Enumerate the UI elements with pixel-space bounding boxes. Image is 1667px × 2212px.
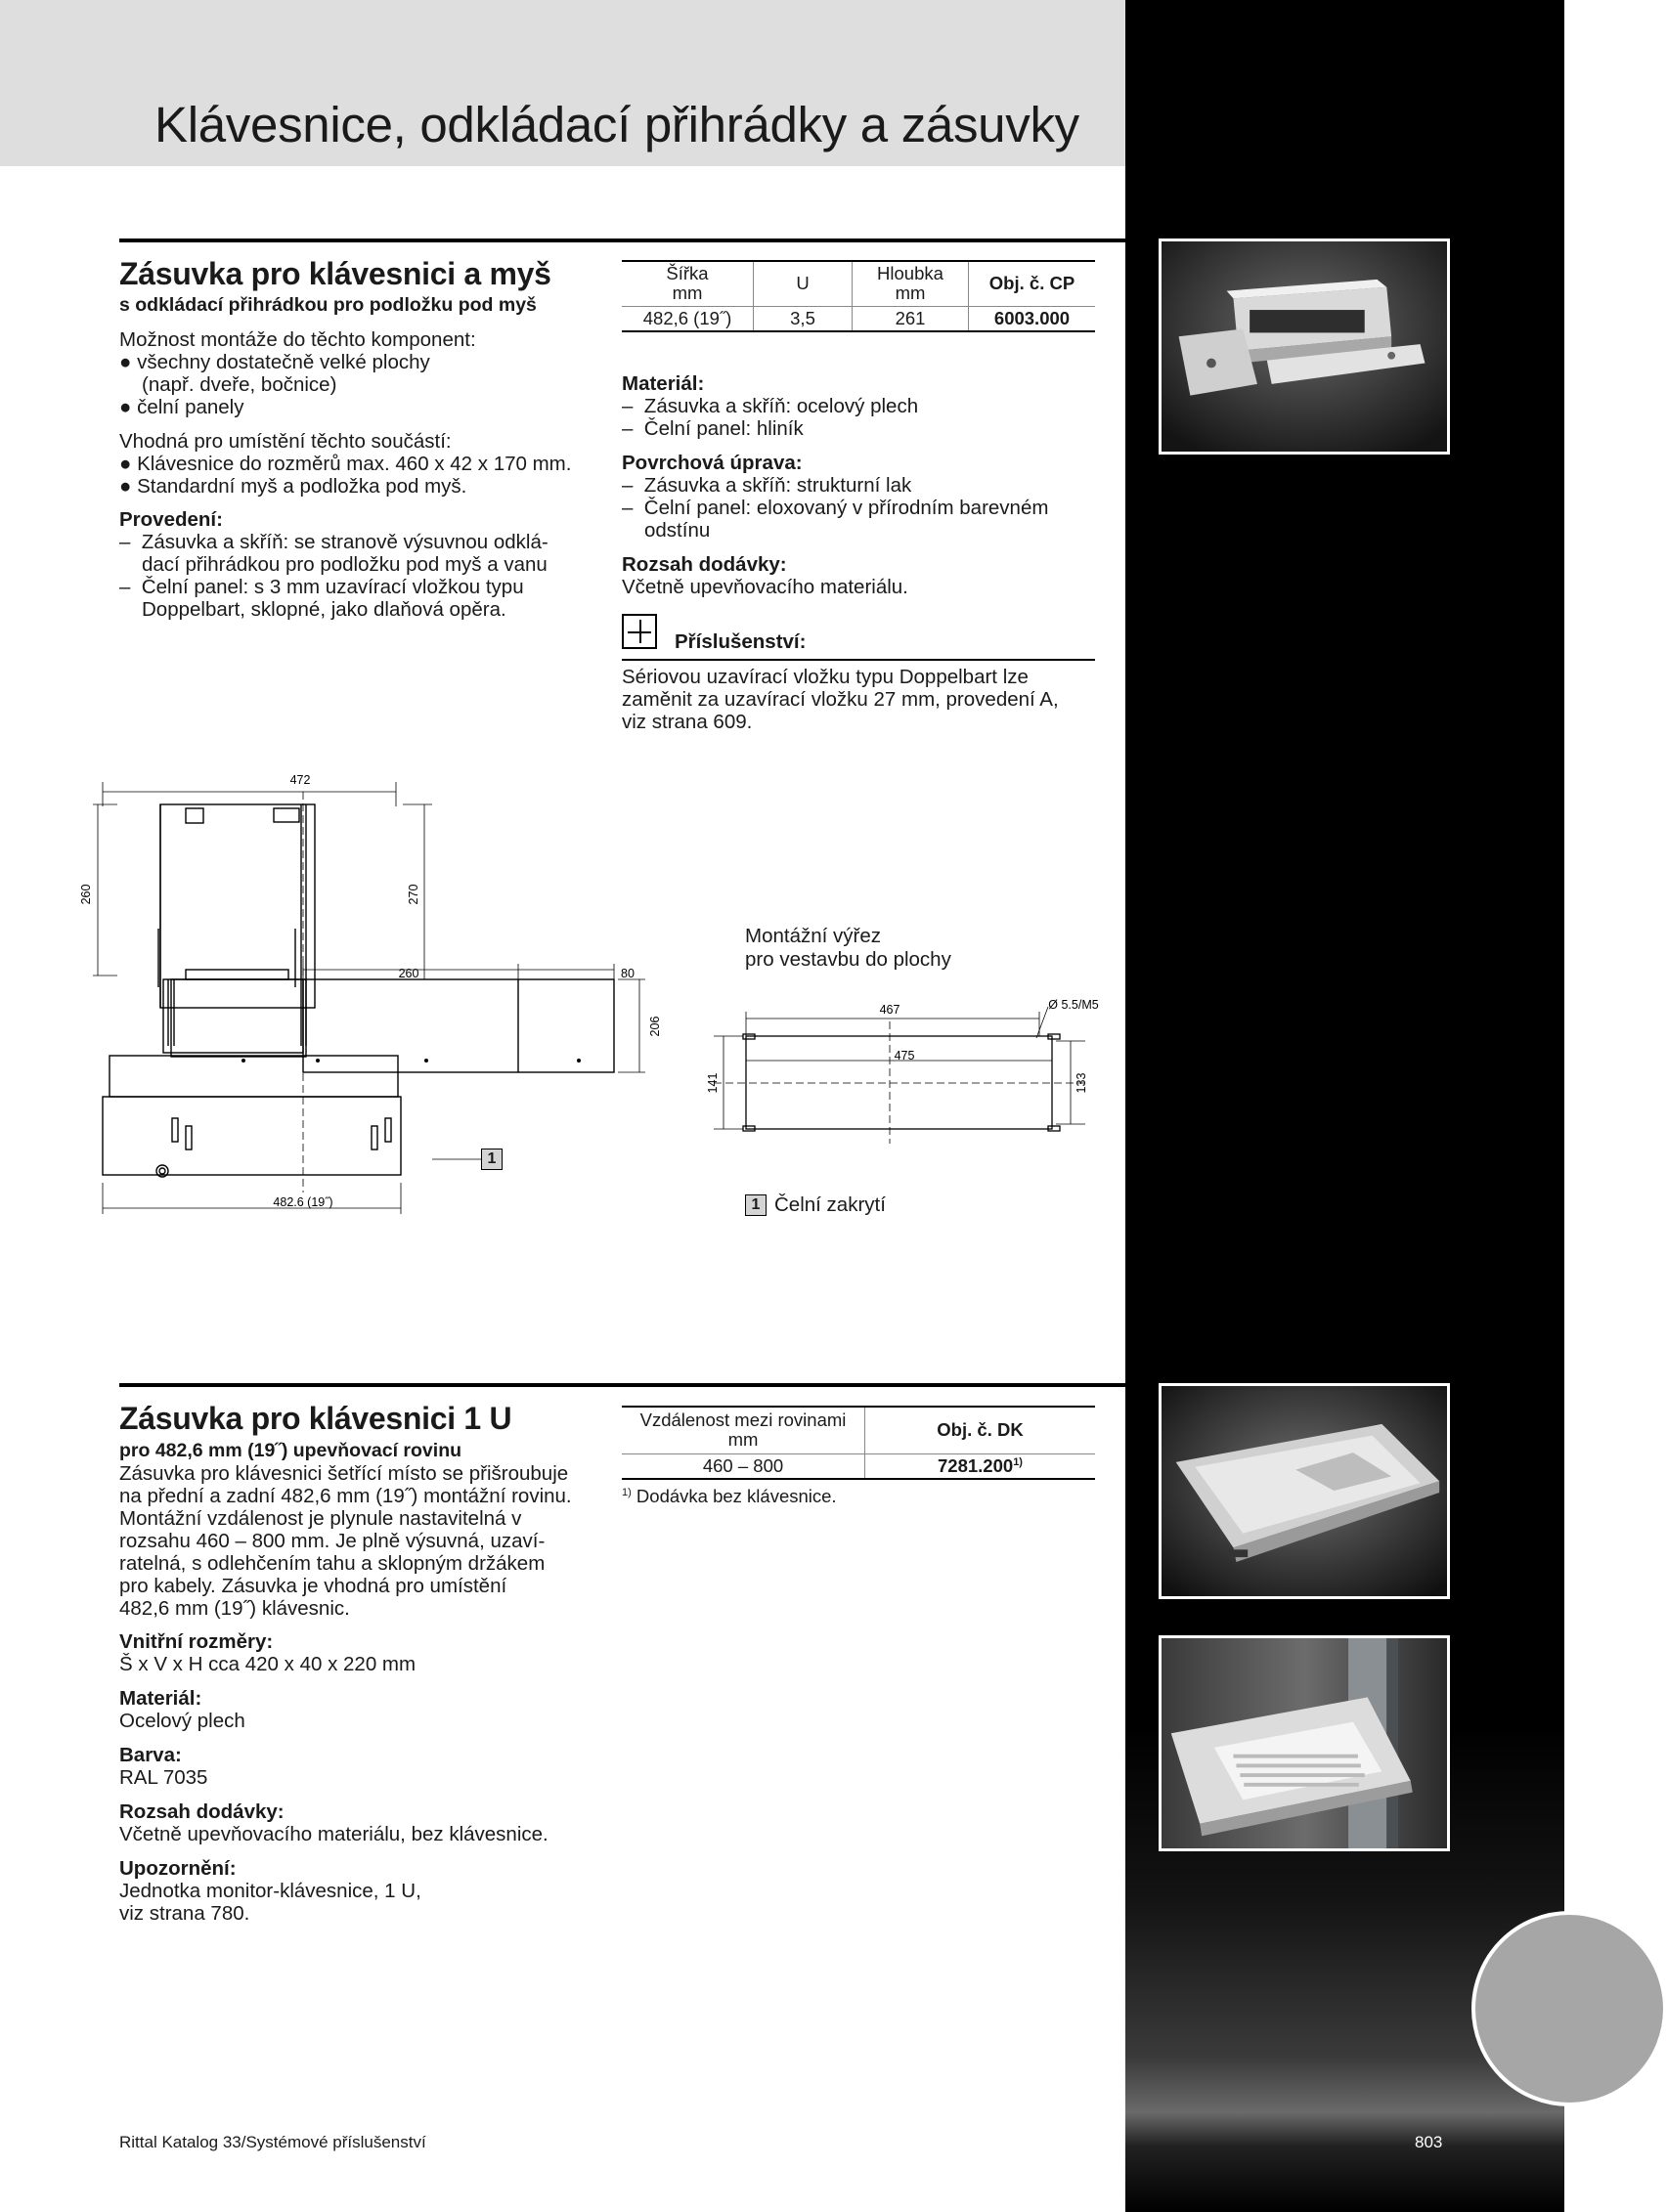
cutout-title-line: pro vestavbu do plochy	[745, 948, 951, 971]
design-line: dací přihrádkou pro podložku pod myš a vanu	[142, 553, 548, 576]
mount-item: ● všechny dostatečně velké plochy	[119, 351, 430, 373]
cell-distance: 460 – 800	[622, 1453, 865, 1479]
design-heading: Provedení:	[119, 508, 223, 531]
legend-number: 1	[745, 1194, 767, 1216]
technical-drawing-mounting-cutout	[704, 987, 1099, 1153]
footnote: $^{1)}$ Dodávka bez klávesnice.	[622, 1486, 837, 1507]
material-heading: Materiál:	[622, 372, 705, 395]
dim-front-height: 206	[648, 1016, 662, 1037]
section1-top-rule	[119, 239, 1125, 242]
dim-height-right: 270	[407, 884, 420, 905]
section1-subtitle: s odkládací přihrádkou pro podložku pod myš	[119, 294, 537, 316]
delivery-text: Včetně upevňovacího materiálu.	[622, 576, 908, 598]
cell-order: 6003.000	[969, 306, 1096, 331]
section2-top-rule	[119, 1383, 1125, 1387]
design-line: – Čelní panel: s 3 mm uzavírací vložkou typu	[119, 576, 524, 598]
product-photo-drawer-keyboard-mouse	[1159, 239, 1450, 455]
cell-u: 3,5	[754, 306, 853, 331]
section2-title: Zásuvka pro klávesnici 1 U	[119, 1401, 512, 1436]
inner-dims-heading: Vnitřní rozměry:	[119, 1630, 274, 1653]
section2-subtitle: pro 482,6 mm (19˝) upevňovací rovinu	[119, 1440, 462, 1461]
color-value: RAL 7035	[119, 1766, 208, 1789]
callout-1-marker: 1	[481, 1149, 503, 1170]
desc-line: ratelná, s odlehčením tahu a sklopným držákem	[119, 1552, 546, 1575]
col-order2-header: Obj. č. DK	[865, 1407, 1096, 1453]
legend-label: Čelní zakrytí	[774, 1193, 886, 1216]
dim-front-width: 482.6 (19˝)	[273, 1195, 333, 1209]
mount-item-note: (např. dveře, bočnice)	[142, 373, 337, 396]
col-distance-header: Vzdálenost mezi rovinami mm	[622, 1407, 865, 1453]
desc-line: pro kabely. Zásuvka je vhodná pro umístění	[119, 1575, 507, 1597]
section1-title: Zásuvka pro klávesnici a myš	[119, 256, 551, 291]
design-line: – Zásuvka a skříň: se stranově výsuvnou odklá-	[119, 531, 548, 553]
product-photo-drawer-1u	[1159, 1383, 1450, 1599]
section2-spec-table	[622, 1406, 1095, 1480]
dim-tray-extra: 80	[621, 967, 635, 980]
desc-line: na přední a zadní 482,6 mm (19˝) montážní rovinu.	[119, 1485, 572, 1507]
surface-line: odstínu	[644, 519, 711, 542]
desc-line: Montážní vzdálenost je plynule nastavitelná v	[119, 1507, 522, 1530]
page-number: 803	[1415, 2133, 1443, 2151]
page-title: Klávesnice, odkládací přihrádky a zásuvky	[154, 97, 1079, 152]
accessories-line: viz strana 609.	[622, 711, 753, 733]
material2-heading: Materiál:	[119, 1687, 202, 1710]
mount-item: ● čelní panely	[119, 396, 244, 418]
chapter-tab-circle	[1471, 1911, 1667, 2106]
accessories-line: zaměnit za uzavírací vložku 27 mm, provedení A,	[622, 688, 1059, 711]
note-heading: Upozornění:	[119, 1857, 237, 1880]
delivery2: Včetně upevňovacího materiálu, bez klávesnice.	[119, 1823, 548, 1845]
surface-line: – Čelní panel: eloxovaný v přírodním barevném	[622, 497, 1049, 519]
cell-width: 482,6 (19˝)	[622, 306, 754, 331]
col-width-header: Šířka mm	[622, 261, 754, 306]
col-u-header: U	[754, 261, 853, 306]
delivery-heading: Rozsah dodávky:	[622, 553, 787, 576]
dim-right-height: 133	[1075, 1072, 1088, 1094]
dim-left-height: 141	[706, 1072, 720, 1094]
product-photo-drawer-with-keyboard	[1159, 1635, 1450, 1851]
surface-line: – Zásuvka a skříň: strukturní lak	[622, 474, 912, 497]
suitable-item: ● Klávesnice do rozměrů max. 460 x 42 x 170 mm.	[119, 453, 572, 475]
cell-depth: 261	[853, 306, 969, 331]
note-line: Jednotka monitor-klávesnice, 1 U,	[119, 1880, 421, 1902]
desc-line: Zásuvka pro klávesnici šetřící místo se přišroubuje	[119, 1462, 569, 1485]
material2: Ocelový plech	[119, 1710, 245, 1732]
accessories-line: Sériovou uzavírací vložku typu Doppelbart lze	[622, 666, 1029, 688]
dim-outer-width: 467	[879, 1003, 900, 1017]
col-order-header: Obj. č. CP	[969, 261, 1096, 306]
technical-drawing-side-view	[79, 762, 696, 1222]
cutout-title-line: Montážní výřez	[745, 925, 881, 947]
dim-inner-width: 475	[894, 1049, 915, 1063]
dim-tray-depth: 260	[398, 967, 419, 980]
inner-dims: Š x V x H cca 420 x 40 x 220 mm	[119, 1653, 417, 1675]
material-line: – Čelní panel: hliník	[622, 417, 804, 440]
delivery2-heading: Rozsah dodávky:	[119, 1800, 285, 1823]
accessories-rule	[622, 659, 1095, 661]
suitable-intro: Vhodná pro umístění těchto součástí:	[119, 430, 452, 453]
color-heading: Barva:	[119, 1744, 182, 1766]
note-line: viz strana 780.	[119, 1902, 250, 1925]
mount-intro: Možnost montáže do těchto komponent:	[119, 328, 476, 351]
surface-heading: Povrchová úprava:	[622, 452, 803, 474]
suitable-item: ● Standardní myš a podložka pod myš.	[119, 475, 467, 498]
dim-width-top: 472	[289, 773, 311, 787]
desc-line: rozsahu 460 – 800 mm. Je plně výsuvná, uzaví-	[119, 1530, 546, 1552]
desc-line: 482,6 mm (19˝) klávesnic.	[119, 1597, 350, 1620]
accessories-heading: Příslušenství:	[675, 630, 807, 653]
col-depth-header: Hloubka mm	[853, 261, 969, 306]
plus-icon	[622, 614, 657, 649]
cell-order2: 7281.200$^{1)}$	[865, 1453, 1096, 1479]
design-line: Doppelbart, sklopné, jako dlaňová opěra.	[142, 598, 506, 621]
dim-hole-diameter: Ø 5.5/M5	[1048, 998, 1099, 1012]
footer-catalog: Rittal Katalog 33/Systémové příslušenství	[119, 2133, 426, 2151]
section1-spec-table	[622, 260, 1095, 332]
dim-height-left: 260	[79, 884, 93, 905]
material-line: – Zásuvka a skříň: ocelový plech	[622, 395, 919, 417]
